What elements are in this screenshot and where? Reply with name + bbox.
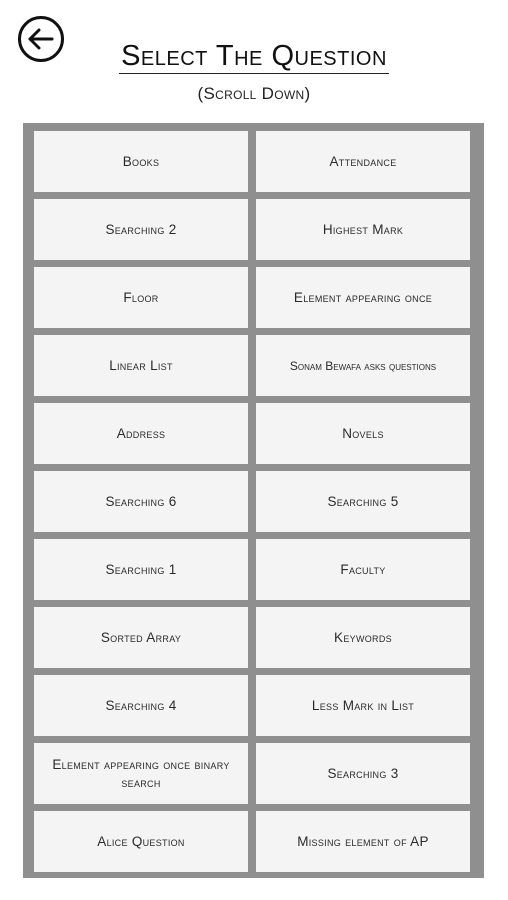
question-button[interactable]: Alice Question	[34, 811, 248, 872]
question-button[interactable]: Searching 5	[256, 471, 470, 532]
bottom-spacer	[0, 878, 508, 900]
question-grid	[34, 131, 472, 878]
page-title: Select The Question	[121, 40, 387, 72]
page-subtitle: (Scroll Down)	[197, 84, 311, 103]
question-button[interactable]: Highest Mark	[256, 199, 470, 260]
question-button[interactable]: Faculty	[256, 539, 470, 600]
question-list[interactable]	[23, 123, 484, 878]
question-button[interactable]: Novels	[256, 403, 470, 464]
question-button[interactable]: Keywords	[256, 607, 470, 668]
question-button[interactable]: Searching 2	[34, 199, 248, 260]
question-button[interactable]: Searching 4	[34, 675, 248, 736]
question-button[interactable]: Searching 1	[34, 539, 248, 600]
question-button[interactable]: Element appearing once	[256, 267, 470, 328]
page-title-container	[0, 40, 508, 73]
question-button[interactable]: Searching 6	[34, 471, 248, 532]
question-button[interactable]: Element appearing once binary search	[34, 743, 248, 804]
question-button[interactable]: Searching 3	[256, 743, 470, 804]
question-button[interactable]: Attendance	[256, 131, 470, 192]
question-button[interactable]: Floor	[34, 267, 248, 328]
question-button[interactable]: Books	[34, 131, 248, 192]
question-button[interactable]: Less Mark in List	[256, 675, 470, 736]
question-button[interactable]: Address	[34, 403, 248, 464]
question-button[interactable]: Sonam Bewafa asks questions	[256, 335, 470, 396]
question-button[interactable]: Missing element of AP	[256, 811, 470, 872]
question-button[interactable]: Linear List	[34, 335, 248, 396]
question-button[interactable]: Sorted Array	[34, 607, 248, 668]
